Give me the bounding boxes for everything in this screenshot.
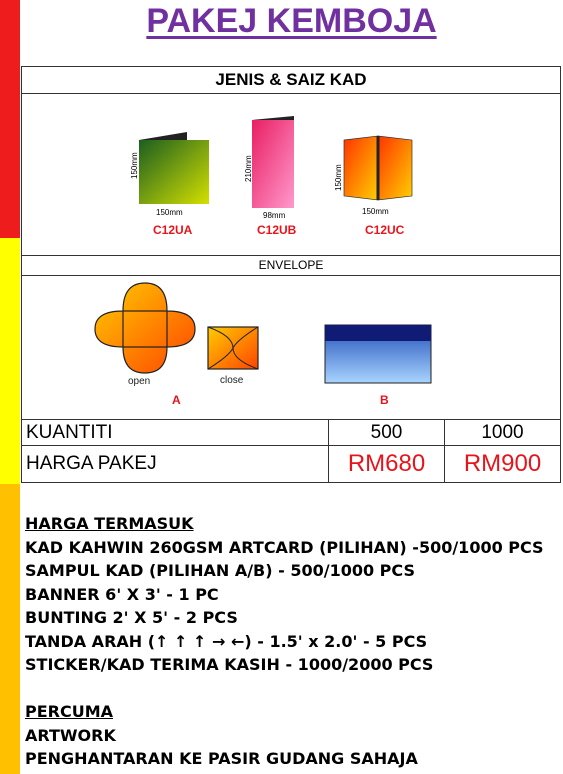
envelope-a-close-label: close	[220, 375, 244, 386]
envelope-a-open-label: open	[128, 376, 151, 387]
free-item: ARTWORK	[25, 725, 116, 745]
quantity-row	[22, 420, 561, 446]
card-c12ua-image	[137, 130, 217, 210]
card-c12ua-code: C12UA	[153, 223, 193, 237]
card-c12uc-code: C12UC	[365, 223, 405, 237]
card-c12ub-image	[250, 114, 300, 214]
price-label: HARGA PAKEJ	[22, 446, 329, 483]
quantity-label: KUANTITI	[22, 420, 329, 446]
includes-item: BUNTING 2' X 5' - 2 PCS	[25, 608, 238, 627]
envelope-a-close-image	[207, 326, 263, 372]
card-c12uc-image	[340, 134, 420, 204]
card-c12ub-width: 98mm	[263, 211, 286, 220]
card-types-panel	[21, 93, 561, 256]
envelope-section-header: ENVELOPE	[21, 255, 561, 276]
pricing-table	[21, 419, 561, 483]
envelope-a-open-image	[90, 283, 200, 375]
side-stripe-red	[0, 0, 20, 238]
includes-item: STICKER/KAD TERIMA KASIH - 1000/2000 PCS	[25, 655, 434, 674]
page-title: PAKEJ KEMBOJA	[146, 2, 437, 40]
package-details	[25, 512, 544, 771]
card-c12ub-code: C12UB	[257, 223, 297, 237]
card-c12uc-height: 150mm	[334, 164, 343, 191]
includes-item: TANDA ARAH (↑ ↑ ↑ → ←) - 1.5' x 2.0' - 5 PCS	[25, 631, 428, 651]
envelope-b-letter: B	[380, 393, 389, 407]
envelope-panel	[21, 275, 561, 420]
free-item: PENGHANTARAN KE PASIR GUDANG SAHAJA	[25, 749, 418, 768]
envelope-a-letter: A	[172, 393, 181, 407]
side-stripe-yellow	[0, 238, 20, 484]
price-1000: RM900	[445, 446, 561, 483]
includes-item: SAMPUL KAD (PILIHAN A/B) - 500/1000 PCS	[25, 561, 415, 580]
envelope-b-image	[324, 324, 436, 386]
includes-item: KAD KAHWIN 260GSM ARTCARD (PILIHAN) -500/1000 PCS	[25, 537, 544, 557]
card-c12uc-width: 150mm	[362, 207, 389, 216]
includes-item: BANNER 6' X 3' - 1 PC	[25, 584, 219, 604]
card-c12ua-width: 150mm	[156, 208, 183, 217]
side-stripe-orange	[0, 484, 20, 774]
price-row	[22, 446, 561, 483]
card-c12ub-height: 210mm	[244, 155, 253, 182]
quantity-500: 500	[329, 420, 445, 446]
includes-heading: HARGA TERMASUK	[25, 514, 194, 533]
card-section-header: JENIS & SAIZ KAD	[21, 66, 561, 94]
quantity-1000: 1000	[445, 420, 561, 446]
price-500: RM680	[329, 446, 445, 483]
card-c12ua-height: 150mm	[130, 152, 139, 179]
spacer	[25, 677, 544, 701]
free-heading: PERCUMA	[25, 702, 114, 721]
